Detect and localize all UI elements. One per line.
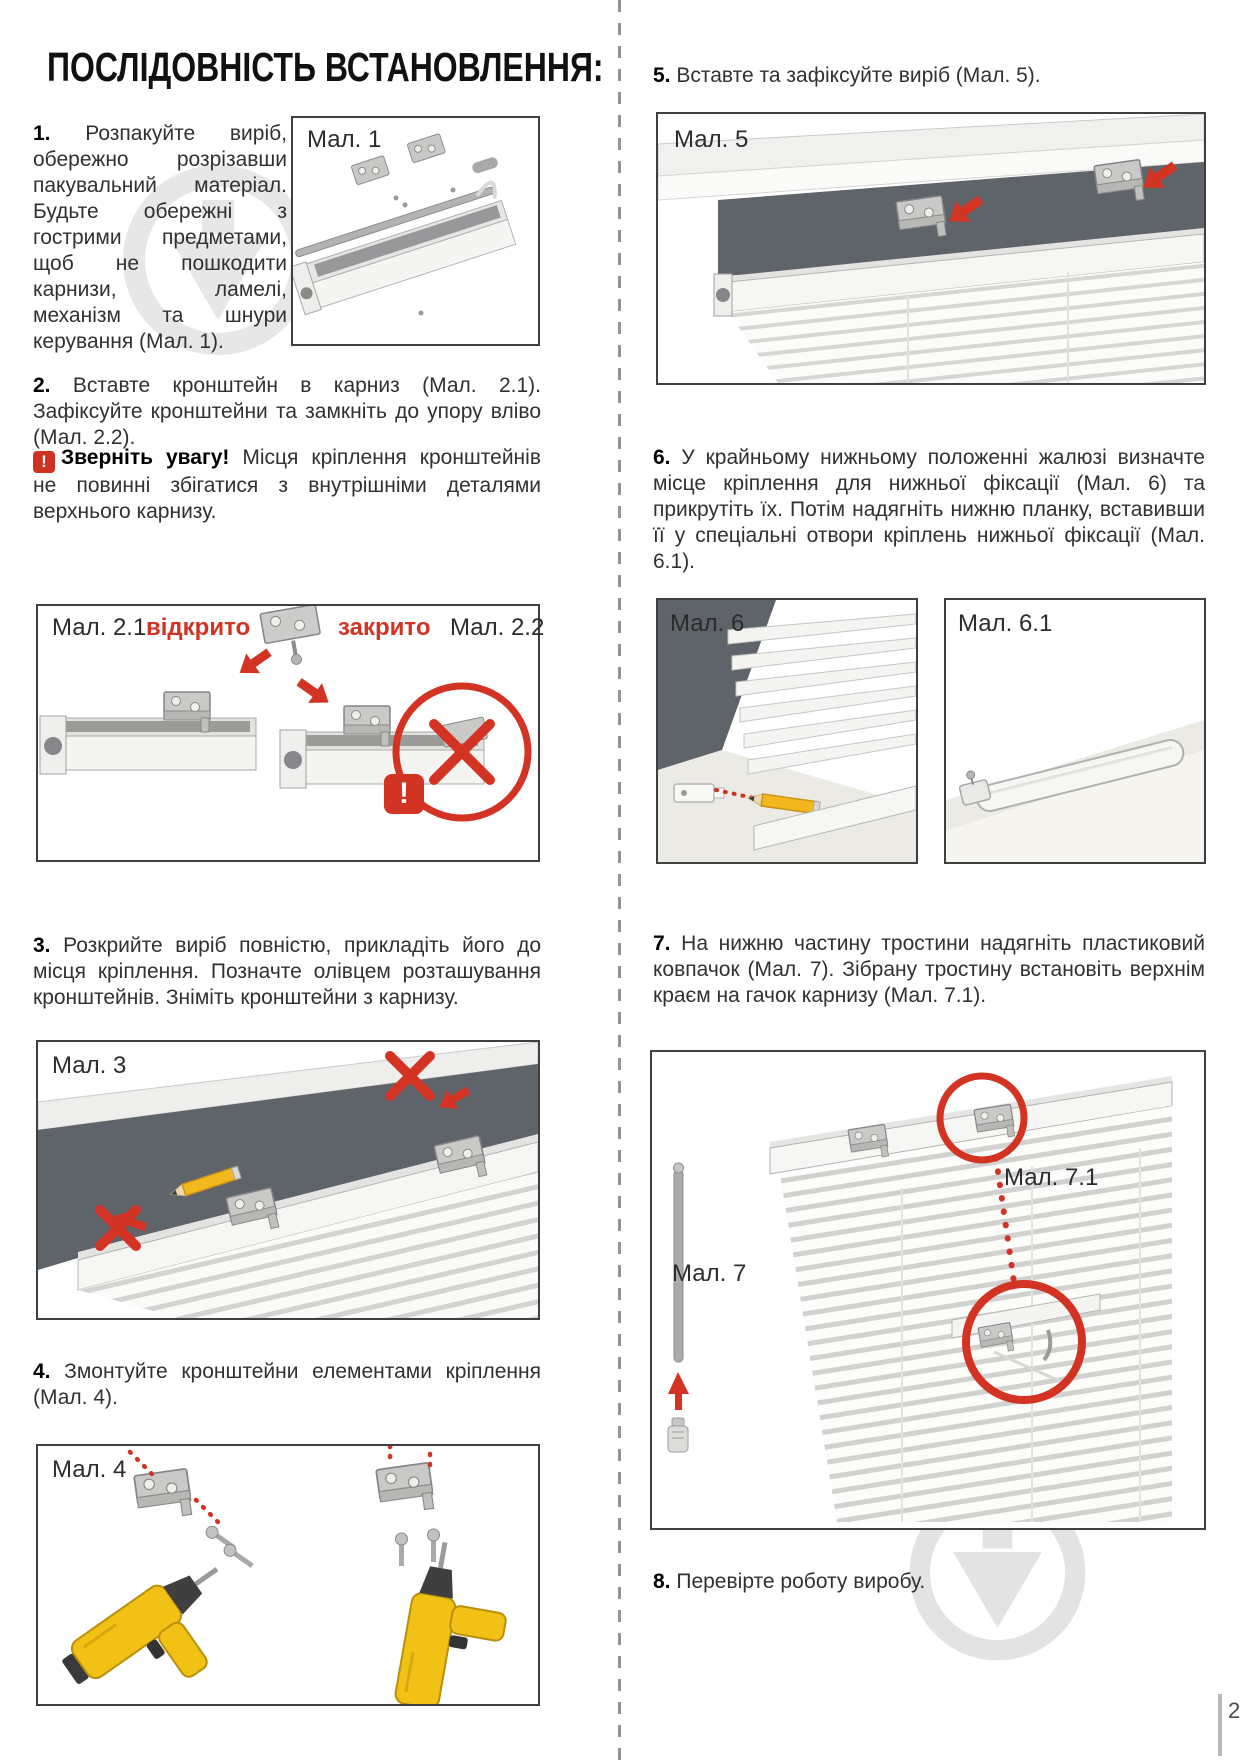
state-closed-label: закрито — [338, 614, 431, 641]
step-3-text: 3. Розкрийте виріб повністю, прикладіть його до місця кріплення. Позначте олівцем розташування кронштейнів. Зніміть кронштейни з карнизу. — [33, 934, 542, 1010]
figure-2-2-label: Мал. 2.2 — [450, 614, 545, 641]
warning-icon: ! — [33, 451, 55, 473]
step-1-text: 1. Розпакуйте виріб, обережно розрізавши пакувальний матеріал. Будьте обережні з гострими предметами, щоб не пошкодити карнизи, ламелі, механізм та шнури керування (Мал. 1). — [33, 122, 287, 354]
cornice-open-drawing — [40, 692, 256, 774]
page-number: 2 — [1228, 1698, 1241, 1723]
bracket-icon — [407, 133, 446, 163]
step-6-number: 6. — [653, 446, 671, 469]
red-dotted-line-icon — [130, 1452, 154, 1476]
figure-7-label: Мал. 7 — [672, 1260, 747, 1287]
bracket-icon — [351, 155, 390, 185]
step-3-number: 3. — [33, 934, 51, 957]
step-5-number: 5. — [653, 64, 671, 87]
figure-3 — [36, 1040, 540, 1320]
figure-6-1-drawing-bottom-rail — [946, 600, 1204, 862]
drill-icon — [392, 1539, 518, 1704]
step-8-text: 8. Перевірте роботу виробу. — [653, 1570, 926, 1593]
figure-7 — [650, 1050, 1206, 1530]
figure-2 — [36, 604, 545, 862]
figure-6-label: Мал. 6 — [670, 610, 745, 637]
figure-1-drawing-cornice-unpacked — [293, 118, 538, 344]
figure-1 — [291, 116, 540, 346]
step-6-text: 6. У крайньому нижньому положенні жалюзі визначте місце кріплення для нижньої фіксації (Мал. 6) та прикрутіть їх. Потім надягніть нижню планку, вставивши її у спеціальні отвори кріплень нижньої фіксації (Мал. 6.1). — [653, 446, 1205, 574]
step-4-number: 4. — [33, 1360, 51, 1383]
state-open-label: відкрито — [146, 614, 251, 641]
figure-7-drawing-wand-and-hook — [652, 1052, 1204, 1528]
figure-1-label: Мал. 1 — [307, 126, 382, 153]
red-arrow-icon — [233, 642, 276, 682]
figure-6-1 — [944, 598, 1206, 864]
figure-5-drawing-insert-fix — [658, 114, 1204, 383]
figure-6 — [656, 598, 918, 864]
figure-3-drawing-marking-positions — [38, 1042, 538, 1318]
figure-5 — [656, 112, 1206, 385]
figure-3-label: Мал. 3 — [52, 1052, 127, 1079]
warning-label: Зверніть увагу! — [61, 446, 230, 469]
slat-stack — [728, 614, 916, 774]
step-7-text: 7. На нижню частину тростини надягніть пластиковий ковпачок (Мал. 7). Зібрану тростину встановіть верхнім краєм на гачок карнизу (Мал. 7.1). — [653, 932, 1205, 1008]
step-7-number: 7. — [653, 932, 671, 955]
page-number-divider — [1218, 1694, 1222, 1756]
figure-7-1-label: Мал. 7.1 — [1004, 1164, 1099, 1191]
step-8-number: 8. — [653, 1570, 671, 1593]
warning-note: ! Зверніть увагу! Місця кріплення кронштейнів не повинні збігатися з внутрішніми деталями верхнього карнизу. — [33, 446, 541, 524]
figure-6-1-label: Мал. 6.1 — [958, 610, 1053, 637]
figure-2-1-label: Мал. 2.1 — [52, 614, 147, 641]
step-1-number: 1. — [33, 122, 51, 145]
alert-exclamation-icon: ! — [384, 774, 424, 814]
figure-2-drawing-bracket-mounting — [38, 606, 538, 860]
page-title: ПОСЛІДОВНІСТЬ ВСТАНОВЛЕННЯ: — [47, 44, 604, 90]
column-divider — [618, 0, 621, 1760]
bracket-icon — [260, 606, 325, 669]
figure-4-label: Мал. 4 — [52, 1456, 127, 1483]
step-5-text: 5. Вставте та зафіксуйте виріб (Мал. 5). — [653, 64, 1041, 87]
figure-4 — [36, 1444, 540, 1706]
drill-icon — [57, 1551, 260, 1704]
figure-5-label: Мал. 5 — [674, 126, 749, 153]
figure-4-drawing-drilling-brackets — [38, 1446, 538, 1704]
step-4-text: 4. Змонтуйте кронштейни елементами кріплення (Мал. 4). — [33, 1360, 541, 1410]
red-arrow-icon — [292, 672, 335, 712]
figure-6-drawing-bottom-fixation — [658, 600, 916, 862]
step-2-number: 2. — [33, 374, 51, 397]
plastic-cap-drawing — [668, 1418, 688, 1452]
step-2-text: 2. Вставте кронштейн в карниз (Мал. 2.1). Зафіксуйте кронштейни та замкніть до упору вліво (Мал. 2.2). — [33, 374, 541, 450]
red-up-arrow-icon — [668, 1372, 689, 1410]
